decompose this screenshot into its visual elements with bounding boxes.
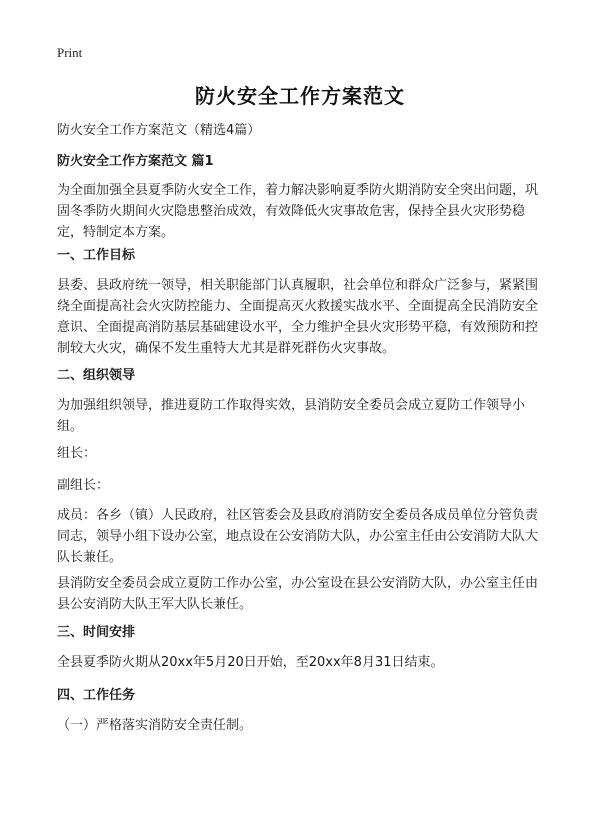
document-subtitle: 防火安全工作方案范文（精选4篇） [57, 123, 261, 138]
print-link[interactable]: Print [57, 45, 83, 60]
leader-label: 组长： [57, 446, 97, 461]
paragraph-schedule: 全县夏季防火期从20xx年5月20日开始，至20xx年8月31日结束。 [57, 655, 444, 670]
deputy-leader-label: 副组长： [57, 478, 110, 493]
paragraph-work-goal: 县委、县政府统一领导，相关职能部门认真履职，社会单位和群众广泛参与，紧紧围绕全面提高社会火灾防控能力、全面提高灭火救援实战水平、全面提高全民消防安全意识、全面提高消防基层基础建设水平，全力维护全县火灾形势平稳，有效预防和控制较大火灾，确保不发生重特大尤其是群死群伤火灾事故。 [57, 278, 539, 356]
heading-organization: 二、组织领导 [57, 368, 136, 383]
section-title: 防火安全工作方案范文 篇1 [57, 154, 214, 169]
paragraph-intro: 为全面加强全县夏季防火安全工作，着力解决影响夏季防火期消防安全突出问题，巩固冬季防火期间火灾隐患整治成效，有效降低火灾事故危害，保持全县火灾形势稳定，特制定本方案。 [57, 183, 539, 240]
document-title: 防火安全工作方案范文 [195, 84, 405, 108]
heading-schedule: 三、时间安排 [57, 625, 136, 640]
heading-work-goal: 一、工作目标 [57, 248, 136, 263]
paragraph-office: 县消防安全委员会成立夏防工作办公室，办公室设在县公安消防大队，办公室主任由县公安消防大队王军大队长兼任。 [57, 576, 539, 612]
heading-tasks: 四、工作任务 [57, 688, 136, 703]
paragraph-organization: 为加强组织领导，推进夏防工作取得实效，县消防安全委员会成立夏防工作领导小组。 [57, 398, 526, 434]
paragraph-task-1: （一）严格落实消防安全责任制。 [57, 718, 253, 733]
paragraph-members: 成员：各乡（镇）人民政府，社区管委会及县政府消防安全委员各成员单位分管负责同志，领导小组下设办公室，地点设在公安消防大队，办公室主任由公安消防大队大队长兼任。 [57, 508, 539, 565]
